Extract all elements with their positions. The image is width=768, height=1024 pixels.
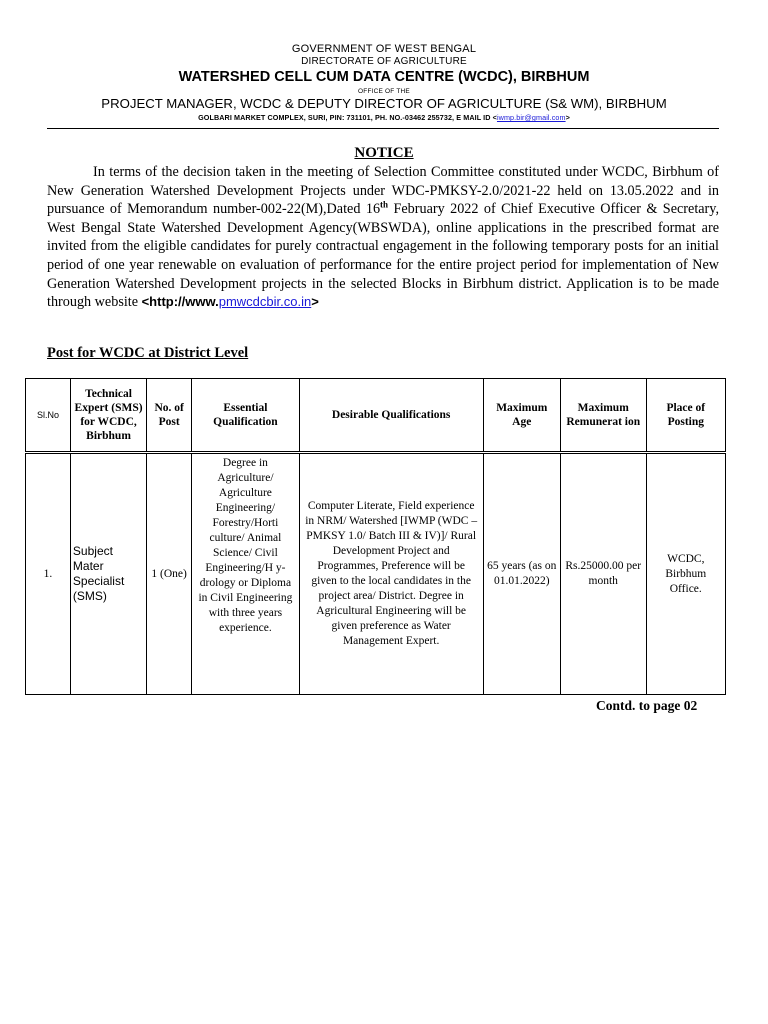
header-divider	[47, 128, 719, 129]
email-link[interactable]: iwmp.bir@gmail.com	[496, 113, 566, 122]
website-prefix: <http://www.	[141, 294, 219, 310]
website-suffix: >	[311, 294, 319, 310]
header-address	[0, 112, 768, 124]
cell-remuneration: Rs.25000.00 per month	[560, 453, 646, 695]
cell-age: 65 years (as on 01.01.2022)	[483, 453, 560, 695]
cell-desirable: Computer Literate, Field experience in NRM/ Watershed [IWMP (WDC –PMKSY 1.0/ Batch III & IV)]/ Rural Development Project and Programmes, Preference will be given to the local candidates in the project area/ District. Degree in Agricultural Engineering will be given preference as Water Management Expert.	[299, 453, 483, 695]
notice-body	[47, 163, 719, 312]
address-close: >	[565, 113, 570, 122]
table-row	[26, 453, 726, 695]
website	[142, 294, 319, 309]
header-project-manager: PROJECT MANAGER, WCDC & DEPUTY DIRECTOR OF AGRICULTURE (S& WM), BIRBHUM	[101, 96, 667, 111]
header-place: Place of Posting	[646, 379, 725, 453]
header-remuneration: Maximum Remunerat ion	[560, 379, 646, 453]
header-government: GOVERNMENT OF WEST BENGAL	[291, 43, 477, 55]
posts-table	[25, 378, 726, 695]
notice-body-sup: th	[380, 199, 389, 210]
cell-sl: 1.	[26, 453, 71, 695]
cell-place: WCDC, Birbhum Office.	[646, 453, 725, 695]
letterhead	[0, 43, 768, 124]
notice-body-part2: February 2022 of Chief Executive Officer & Secretary, West Bengal State Watershed Development Agency(WBSWDA), online applications in the prescribed format are invited from the eligible candidates for purely contractual engagement in the following temporary posts for an initial period of one year renewable on evaluation of performance for the entire project period for implementation of New Generation Watershed Development projects in the selected Blocks in Birbhum district. Application is to be made through website	[47, 201, 720, 311]
table-header-row	[26, 379, 726, 453]
header-num-posts: No. of Post	[147, 379, 192, 453]
notice-title: NOTICE	[354, 145, 414, 161]
header-office-name: WATERSHED CELL CUM DATA CENTRE (WCDC), BIRBHUM	[178, 69, 590, 85]
cell-post: Subject Mater Specialist (SMS)	[70, 453, 146, 695]
address-text: GOLBARI MARKET COMPLEX, SURI, PIN: 731101, PH. NO.-03462 255732, E MAIL ID <	[198, 113, 497, 122]
header-directorate: DIRECTORATE OF AGRICULTURE	[301, 56, 467, 67]
website-link[interactable]: pmwcdcbir.co.in	[218, 294, 312, 310]
section-title: Post for WCDC at District Level	[47, 345, 249, 361]
header-essential: Essential Qualification	[192, 379, 300, 453]
header-post: Technical Expert (SMS) for WCDC, Birbhum	[70, 379, 146, 453]
cell-essential: Degree in Agriculture/ Agriculture Engineering/ Forestry/Horti culture/ Animal Science/ Civil Engineering/H y-drology or Diploma in Civil Engineering with three years experience.	[192, 453, 300, 695]
header-desirable: Desirable Qualifications	[299, 379, 483, 453]
cell-num: 1 (One)	[147, 453, 192, 695]
notice-body-part1: In terms of the decision taken in the meeting of Selection Committee constituted under WCDC, Birbhum of New Generation Watershed Development Projects under WDC-PMKSY-2.0/2021-22 held on 13.05.2022 and in pursuance of Memorandum number-002-22(M),Dated 16	[47, 164, 719, 218]
header-office-of: OFFICE OF THE	[358, 88, 410, 95]
header-age: Maximum Age	[483, 379, 560, 453]
continued-note: Contd. to page 02	[596, 698, 698, 713]
header-sl-no: Sl.No	[26, 379, 71, 453]
